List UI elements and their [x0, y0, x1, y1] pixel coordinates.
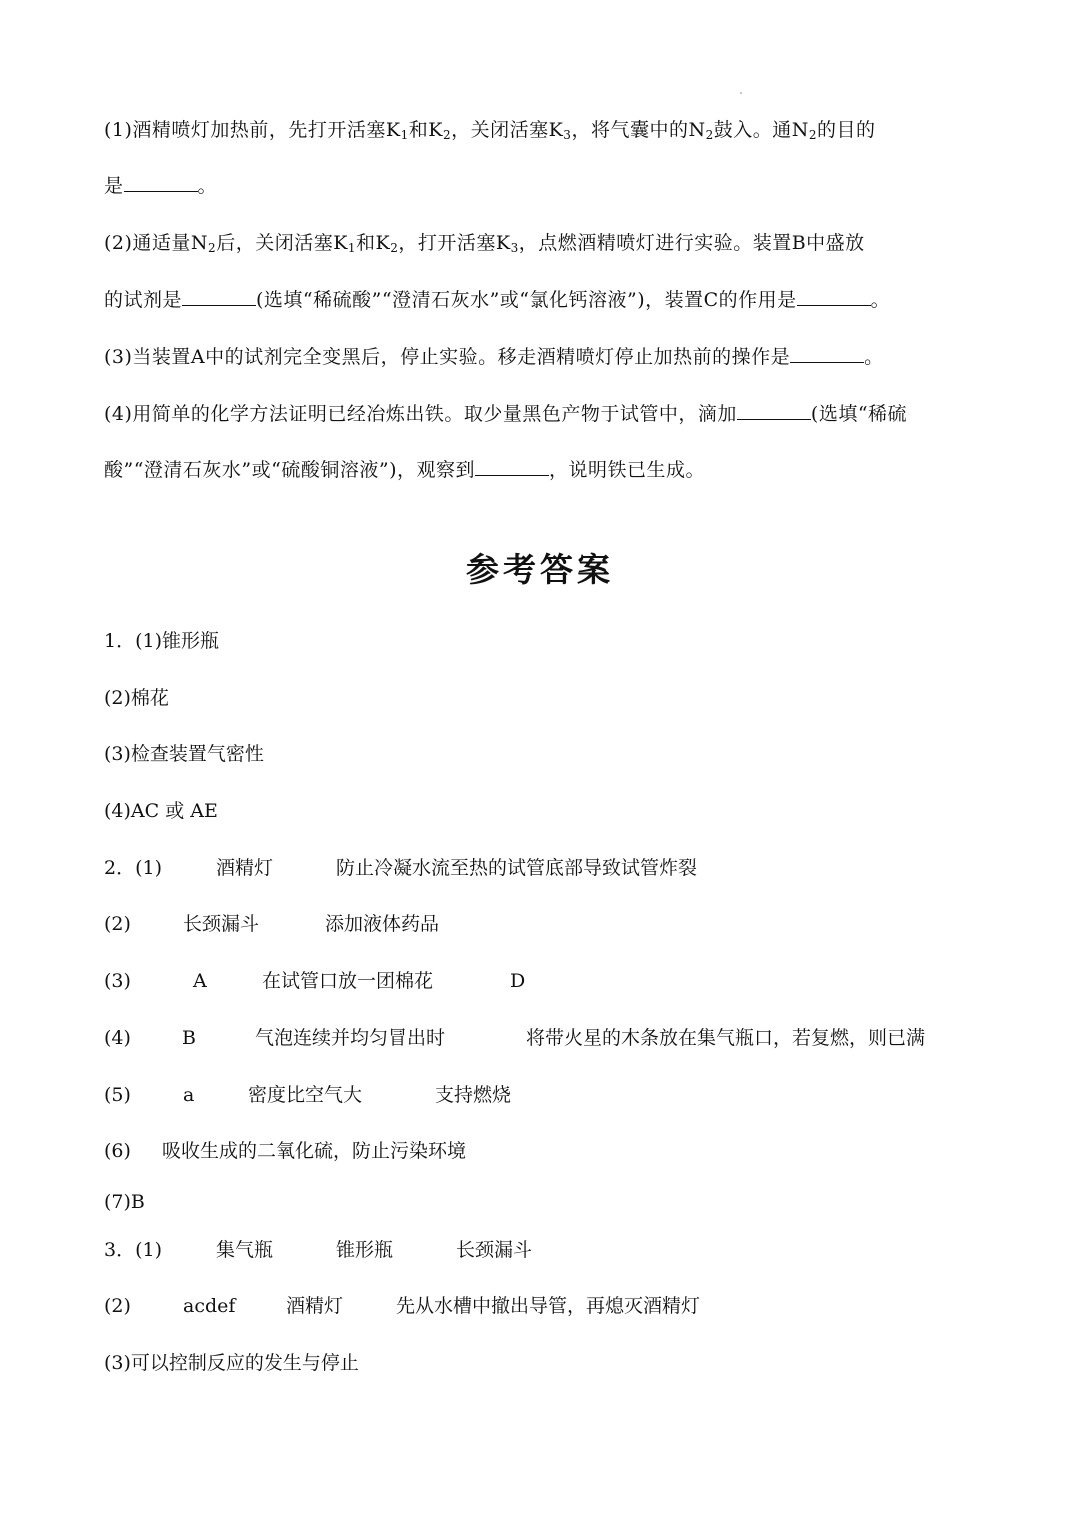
answer-2-7: (7)B [104, 1191, 145, 1213]
answer-3-1-a: 集气瓶 [216, 1239, 274, 1261]
answer-2-6-label: (6) [104, 1140, 131, 1162]
answer-1-2: (2)棉花 [104, 687, 169, 709]
answer-2-2-a: 长颈漏斗 [183, 913, 260, 935]
answer-2-2-b: 添加液体药品 [325, 913, 440, 935]
scan-speck [740, 92, 742, 94]
answer-2-3-b: 在试管口放一团棉花 [262, 970, 434, 992]
answer-2-3-a: A [193, 970, 207, 992]
answer-blank [737, 401, 811, 420]
answer-3-2-a: acdef [183, 1295, 236, 1317]
question-4-line-2: 酸”“澄清石灰水”或“硫酸铜溶液”)，观察到 ，说明铁已生成。 [104, 459, 705, 481]
answer-2-4-label: (4) [104, 1027, 131, 1049]
answer-3-1-c: 长颈漏斗 [456, 1239, 533, 1261]
answer-2-5-a: a [183, 1084, 195, 1106]
answer-2-1-b: 防止冷凝水流至热的试管底部导致试管炸裂 [336, 857, 698, 879]
question-4-line-1: (4)用简单的化学方法证明已经冶炼出铁。取少量黑色产物于试管中，滴加 (选填“稀硫 [104, 403, 908, 425]
answer-2-2-label: (2) [104, 913, 131, 935]
answer-1-3: (3)检查装置气密性 [104, 743, 264, 765]
answer-blank [475, 457, 549, 476]
answer-3-2-b: 酒精灯 [286, 1295, 344, 1317]
answer-3-2-label: (2) [104, 1295, 131, 1317]
answer-2-3-c: D [510, 970, 526, 992]
answer-3-1-label: 3．(1) [104, 1239, 163, 1261]
answer-blank [124, 173, 198, 192]
answer-blank [182, 287, 256, 306]
answer-1-4: (4)AC 或 AE [104, 800, 218, 822]
answer-3-1-b: 锥形瓶 [336, 1239, 394, 1261]
answer-2-4-c: 将带火星的木条放在集气瓶口，若复燃，则已满 [526, 1027, 926, 1049]
answer-2-6-a: 吸收生成的二氧化硫，防止污染环境 [162, 1140, 467, 1162]
answer-2-5-c: 支持燃烧 [435, 1084, 512, 1106]
answer-1-1: 1．(1)锥形瓶 [104, 630, 220, 652]
answer-2-4-b: 气泡连续并均匀冒出时 [255, 1027, 446, 1049]
answers-heading: 参考答案 [466, 550, 614, 589]
question-2-line-2: 的试剂是 (选填“稀硫酸”“澄清石灰水”或“氯化钙溶液”)，装置C的作用是 。 [104, 289, 891, 311]
question-1-line-2: 是 。 [104, 175, 218, 197]
answer-2-1-label: 2．(1) [104, 857, 163, 879]
answer-2-3-label: (3) [104, 970, 131, 992]
question-1-line-1: (1)酒精喷灯加热前，先打开活塞$K_1$和$K_2$，关闭活塞$K_3$，将气囊中的$N_2$鼓入。通$N_2$的目的 [104, 119, 876, 142]
answer-blank [797, 287, 871, 306]
answer-blank [790, 344, 864, 363]
question-3-line: (3)当装置A中的试剂完全变黑后，停止实验。移走酒精喷灯停止加热前的操作是 。 [104, 346, 884, 368]
answer-2-4-a: B [182, 1027, 196, 1049]
answer-3-3: (3)可以控制反应的发生与停止 [104, 1352, 359, 1374]
answer-3-2-c: 先从水槽中撤出导管，再熄灭酒精灯 [396, 1295, 701, 1317]
answer-2-1-a: 酒精灯 [216, 857, 274, 879]
answer-2-5-label: (5) [104, 1084, 131, 1106]
answer-2-5-b: 密度比空气大 [248, 1084, 363, 1106]
question-2-line-1: (2)通适量$N_2$后，关闭活塞$K_1$和$K_2$，打开活塞$K_3$，点燃酒精喷灯进行实验。装置B中盛放 [104, 232, 865, 255]
